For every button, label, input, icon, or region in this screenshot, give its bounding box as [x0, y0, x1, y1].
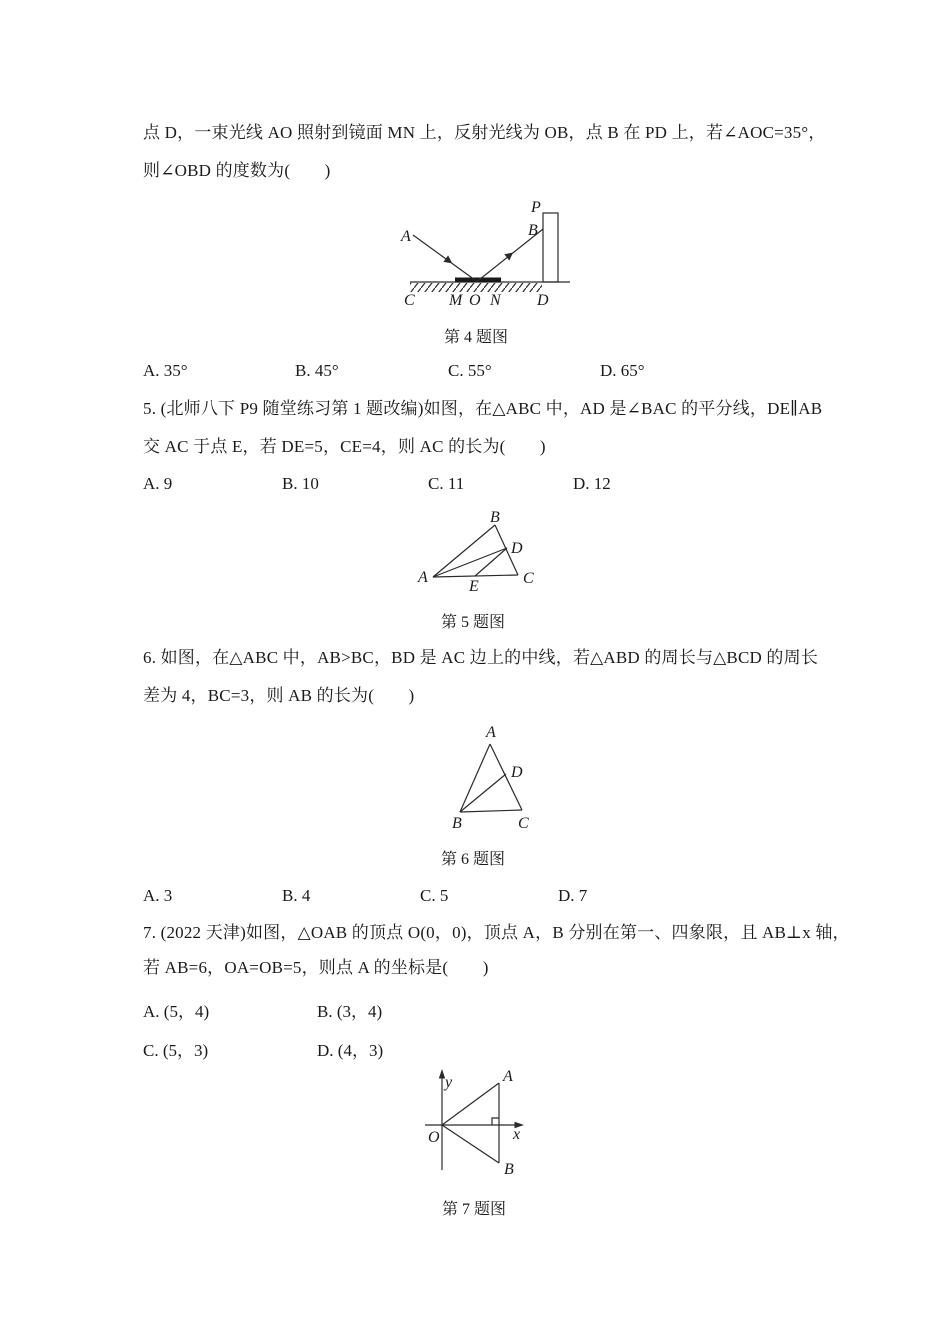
figure-q7-caption: 第 7 题图	[441, 1201, 506, 1218]
incident-ray-arrow-icon	[443, 255, 454, 266]
side-ab	[460, 744, 490, 812]
label-x: x	[513, 1126, 521, 1143]
figure-q5-caption: 第 5 题图	[440, 614, 505, 631]
label-d: D	[537, 292, 549, 309]
figure-q5-triangle	[415, 508, 545, 598]
question-5-text-line-2: 交 AC 于点 E，若 DE=5，CE=4，则 AC 的长为( )	[143, 437, 546, 456]
ground-hatching	[410, 283, 542, 292]
label-y: y	[445, 1074, 453, 1091]
side-ab	[433, 525, 495, 577]
figure-q6-caption: 第 6 题图	[440, 851, 505, 868]
figure-q6-triangle	[440, 718, 560, 833]
option-q6-a: A. 3	[143, 886, 173, 905]
figure-q7-coordinate-triangle	[420, 1062, 540, 1182]
option-q4-c: C. 55°	[448, 361, 492, 380]
label-b: B	[452, 815, 462, 832]
right-angle-marker	[492, 1118, 499, 1125]
option-q5-a: A. 9	[143, 474, 173, 493]
label-o: O	[469, 292, 481, 309]
label-d: D	[511, 540, 523, 557]
median-bd	[460, 774, 506, 812]
label-c: C	[523, 570, 534, 587]
option-q4-b: B. 45°	[295, 361, 339, 380]
label-a: A	[418, 569, 428, 586]
question-5-text-line-1: 5. (北师八下 P9 随堂练习第 1 题改编)如图，在△ABC 中，AD 是∠BAC 的平分线，DE∥AB	[143, 399, 823, 418]
label-a: A	[401, 228, 411, 245]
figure-q4-light-reflection	[393, 198, 583, 313]
side-ob	[442, 1125, 499, 1163]
label-b: B	[490, 509, 500, 526]
segment-de	[475, 548, 507, 576]
question-4-text-line-2: 则∠OBD 的度数为( )	[143, 161, 331, 180]
label-m: M	[449, 292, 463, 309]
question-6-text-line-1: 6. 如图，在△ABC 中，AB>BC，BD 是 AC 边上的中线，若△ABD 的周长与△BCD 的周长	[143, 648, 819, 667]
label-p: P	[531, 199, 541, 216]
option-q7-c: C. (5，3)	[143, 1041, 209, 1060]
label-a: A	[486, 724, 496, 741]
option-q5-c: C. 11	[428, 474, 465, 493]
incident-ray	[413, 235, 477, 282]
label-c: C	[518, 815, 529, 832]
option-q4-a: A. 35°	[143, 361, 188, 380]
label-d: D	[511, 764, 523, 781]
option-q6-d: D. 7	[558, 886, 588, 905]
label-n: N	[490, 292, 501, 309]
question-7-text-line-1: 7. (2022 天津)如图，△OAB 的顶点 O(0，0)，顶点 A，B 分别在第一、四象限，且 AB⊥x 轴，	[143, 923, 850, 942]
label-c: C	[404, 292, 415, 309]
option-q7-d: D. (4，3)	[317, 1041, 384, 1060]
option-q4-d: D. 65°	[600, 361, 645, 380]
option-q5-b: B. 10	[282, 474, 319, 493]
pole-rectangle	[543, 213, 558, 282]
question-6-text-line-2: 差为 4，BC=3，则 AB 的长为( )	[143, 686, 415, 705]
side-bc	[460, 810, 522, 812]
question-7-text-line-2: 若 AB=6，OA=OB=5，则点 A 的坐标是( )	[143, 958, 489, 977]
option-q5-d: D. 12	[573, 474, 611, 493]
label-o: O	[428, 1129, 440, 1146]
label-b: B	[528, 222, 538, 239]
label-a: A	[503, 1068, 513, 1085]
option-q6-b: B. 4	[282, 886, 311, 905]
question-4-text-line-1: 点 D，一束光线 AO 照射到镜面 MN 上，反射光线为 OB，点 B 在 PD 上，若∠AOC=35°，	[143, 123, 826, 142]
segment-ad	[433, 548, 507, 577]
option-q7-b: B. (3，4)	[317, 1002, 383, 1021]
label-e: E	[469, 578, 479, 595]
option-q7-a: A. (5，4)	[143, 1002, 210, 1021]
figure-q4-caption: 第 4 题图	[443, 329, 508, 346]
option-q6-c: C. 5	[420, 886, 449, 905]
label-b: B	[504, 1161, 514, 1178]
